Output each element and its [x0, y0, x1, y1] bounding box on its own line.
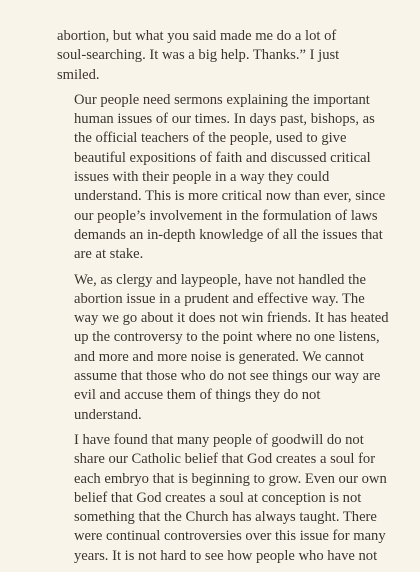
- text-line: beautiful expositions of faith and discussed critical: [74, 149, 371, 166]
- text-line: each embryo that is beginning to grow. Even our own: [74, 470, 387, 487]
- text-line: are at stake.: [74, 246, 144, 263]
- text-line: something that the Church has always taught. There: [74, 509, 377, 526]
- text-line: soul-searching. It was a big help. Thanks.” I just: [57, 47, 340, 64]
- text-line: abortion, but what you said made me do a lot of: [57, 28, 337, 44]
- text-line: abortion issue in a prudent and effective way. The: [74, 290, 365, 307]
- text-line: share our Catholic belief that God creates a soul for: [74, 451, 376, 468]
- text-line: and more and more noise is generated. We cannot: [74, 348, 364, 365]
- text-line: We, as clergy and laypeople, have not handled the: [74, 271, 366, 288]
- text-line: Our people need sermons explaining the important: [74, 91, 370, 108]
- text-line: issues with their people in a way they could: [74, 169, 330, 186]
- text-line: were continual controversies over this issue for many: [74, 528, 386, 545]
- paragraph-1: [57, 27, 377, 85]
- text-line: up the controversy to the point where no one listens,: [74, 329, 380, 346]
- paragraph-4: [57, 431, 387, 566]
- text-line: smiled.: [57, 66, 100, 83]
- text-line: understand. This is more critical now than ever, since: [74, 188, 386, 205]
- text-line: evil and accuse them of things they do not: [74, 387, 321, 404]
- text-line: I have found that many people of goodwill do not: [74, 431, 364, 448]
- text-line: assume that those who do not see things our way are: [74, 368, 381, 385]
- text-line: years. It is not hard to see how people who have not: [74, 547, 378, 564]
- text-line: way we go about it does not win friends. It has heated: [74, 310, 389, 327]
- text-line: demands an in-depth knowledge of all the issues that: [74, 226, 383, 243]
- text-line: belief that God creates a soul at conception is not: [74, 489, 362, 506]
- paragraph-3: [57, 271, 389, 425]
- text-line: understand.: [74, 406, 142, 423]
- body-text: [57, 27, 389, 572]
- text-line: human issues of our times. In days past, bishops, as: [74, 111, 375, 128]
- paragraph-2: [57, 91, 386, 265]
- text-line: our people’s involvement in the formulation of laws: [74, 207, 378, 224]
- text-line: the official teachers of the people, used to give: [74, 130, 347, 147]
